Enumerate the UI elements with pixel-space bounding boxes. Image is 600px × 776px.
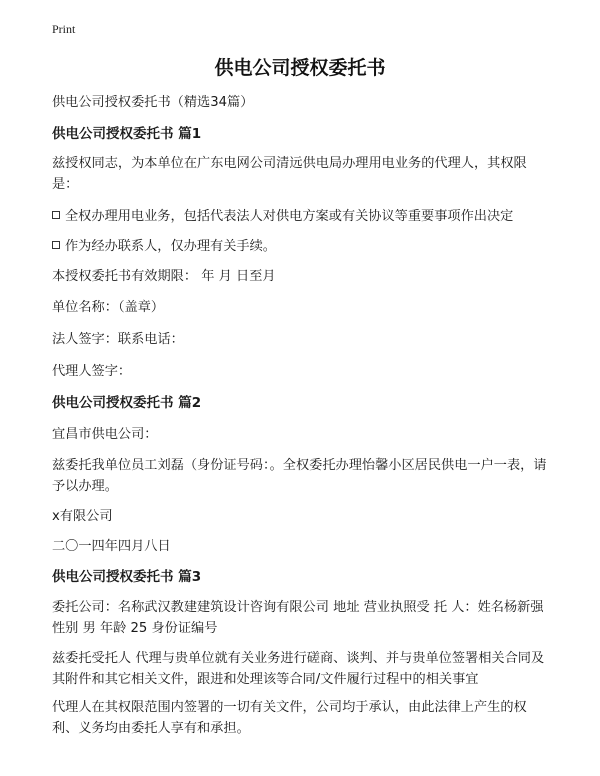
document-subtitle: 供电公司授权委托书（精选34篇） bbox=[52, 95, 254, 110]
document-title: 供电公司授权委托书 bbox=[214, 57, 386, 79]
section-3-principal: 委托公司：名称武汉教建建筑设计咨询有限公司 地址 营业执照受 托 人：姓名杨新强性别 男 年龄 25 身份证编号 bbox=[52, 600, 544, 636]
document-date: 二〇一四年四月八日 bbox=[52, 539, 171, 554]
section-3-heading: 供电公司授权委托书 篇3 bbox=[52, 569, 202, 585]
unit-name: 单位名称：（盖章） bbox=[52, 300, 165, 315]
section-3-liability: 代理人在其权限范围内签署的一切有关文件，公司均于承认，由此法律上产生的权利、义务均由委托人享有和承担。 bbox=[52, 700, 527, 736]
addressee: 宜昌市供电公司： bbox=[52, 427, 158, 442]
section-1-heading: 供电公司授权委托书 篇1 bbox=[52, 126, 202, 142]
checkbox-icon bbox=[52, 211, 60, 219]
checkbox-icon bbox=[52, 241, 60, 249]
option-2-text: 作为经办联系人，仅办理有关手续。 bbox=[65, 239, 276, 254]
section-2-heading: 供电公司授权委托书 篇2 bbox=[52, 395, 202, 411]
section-1-option-2 bbox=[52, 236, 552, 257]
section-1-option-1 bbox=[52, 206, 552, 227]
section-2-body: 兹委托我单位员工刘磊（身份证号码：。全权委托办理怡馨小区居民供电一户一表，请予以办理。 bbox=[52, 458, 547, 494]
section-1-intro: 兹授权同志，为本单位在广东电网公司清远供电局办理用电业务的代理人，其权限是： bbox=[52, 156, 527, 192]
option-1-text: 全权办理用电业务，包括代表法人对供电方案或有关协议等重要事项作出决定 bbox=[65, 209, 514, 224]
company-name: x有限公司 bbox=[52, 509, 113, 524]
section-3-scope: 兹委托受托人 代理与贵单位就有关业务进行磋商、谈判、并与贵单位签署相关合同及其附件和其它相关文件，跟进和处理该等合同/文件履行过程中的相关事宜 bbox=[52, 651, 545, 687]
legal-representative-signature: 法人签字：联系电话： bbox=[52, 332, 184, 347]
print-label: Print bbox=[52, 22, 76, 36]
validity-period: 本授权委托书有效期限： 年 月 日至月 bbox=[52, 269, 276, 284]
agent-signature: 代理人签字： bbox=[52, 364, 132, 379]
